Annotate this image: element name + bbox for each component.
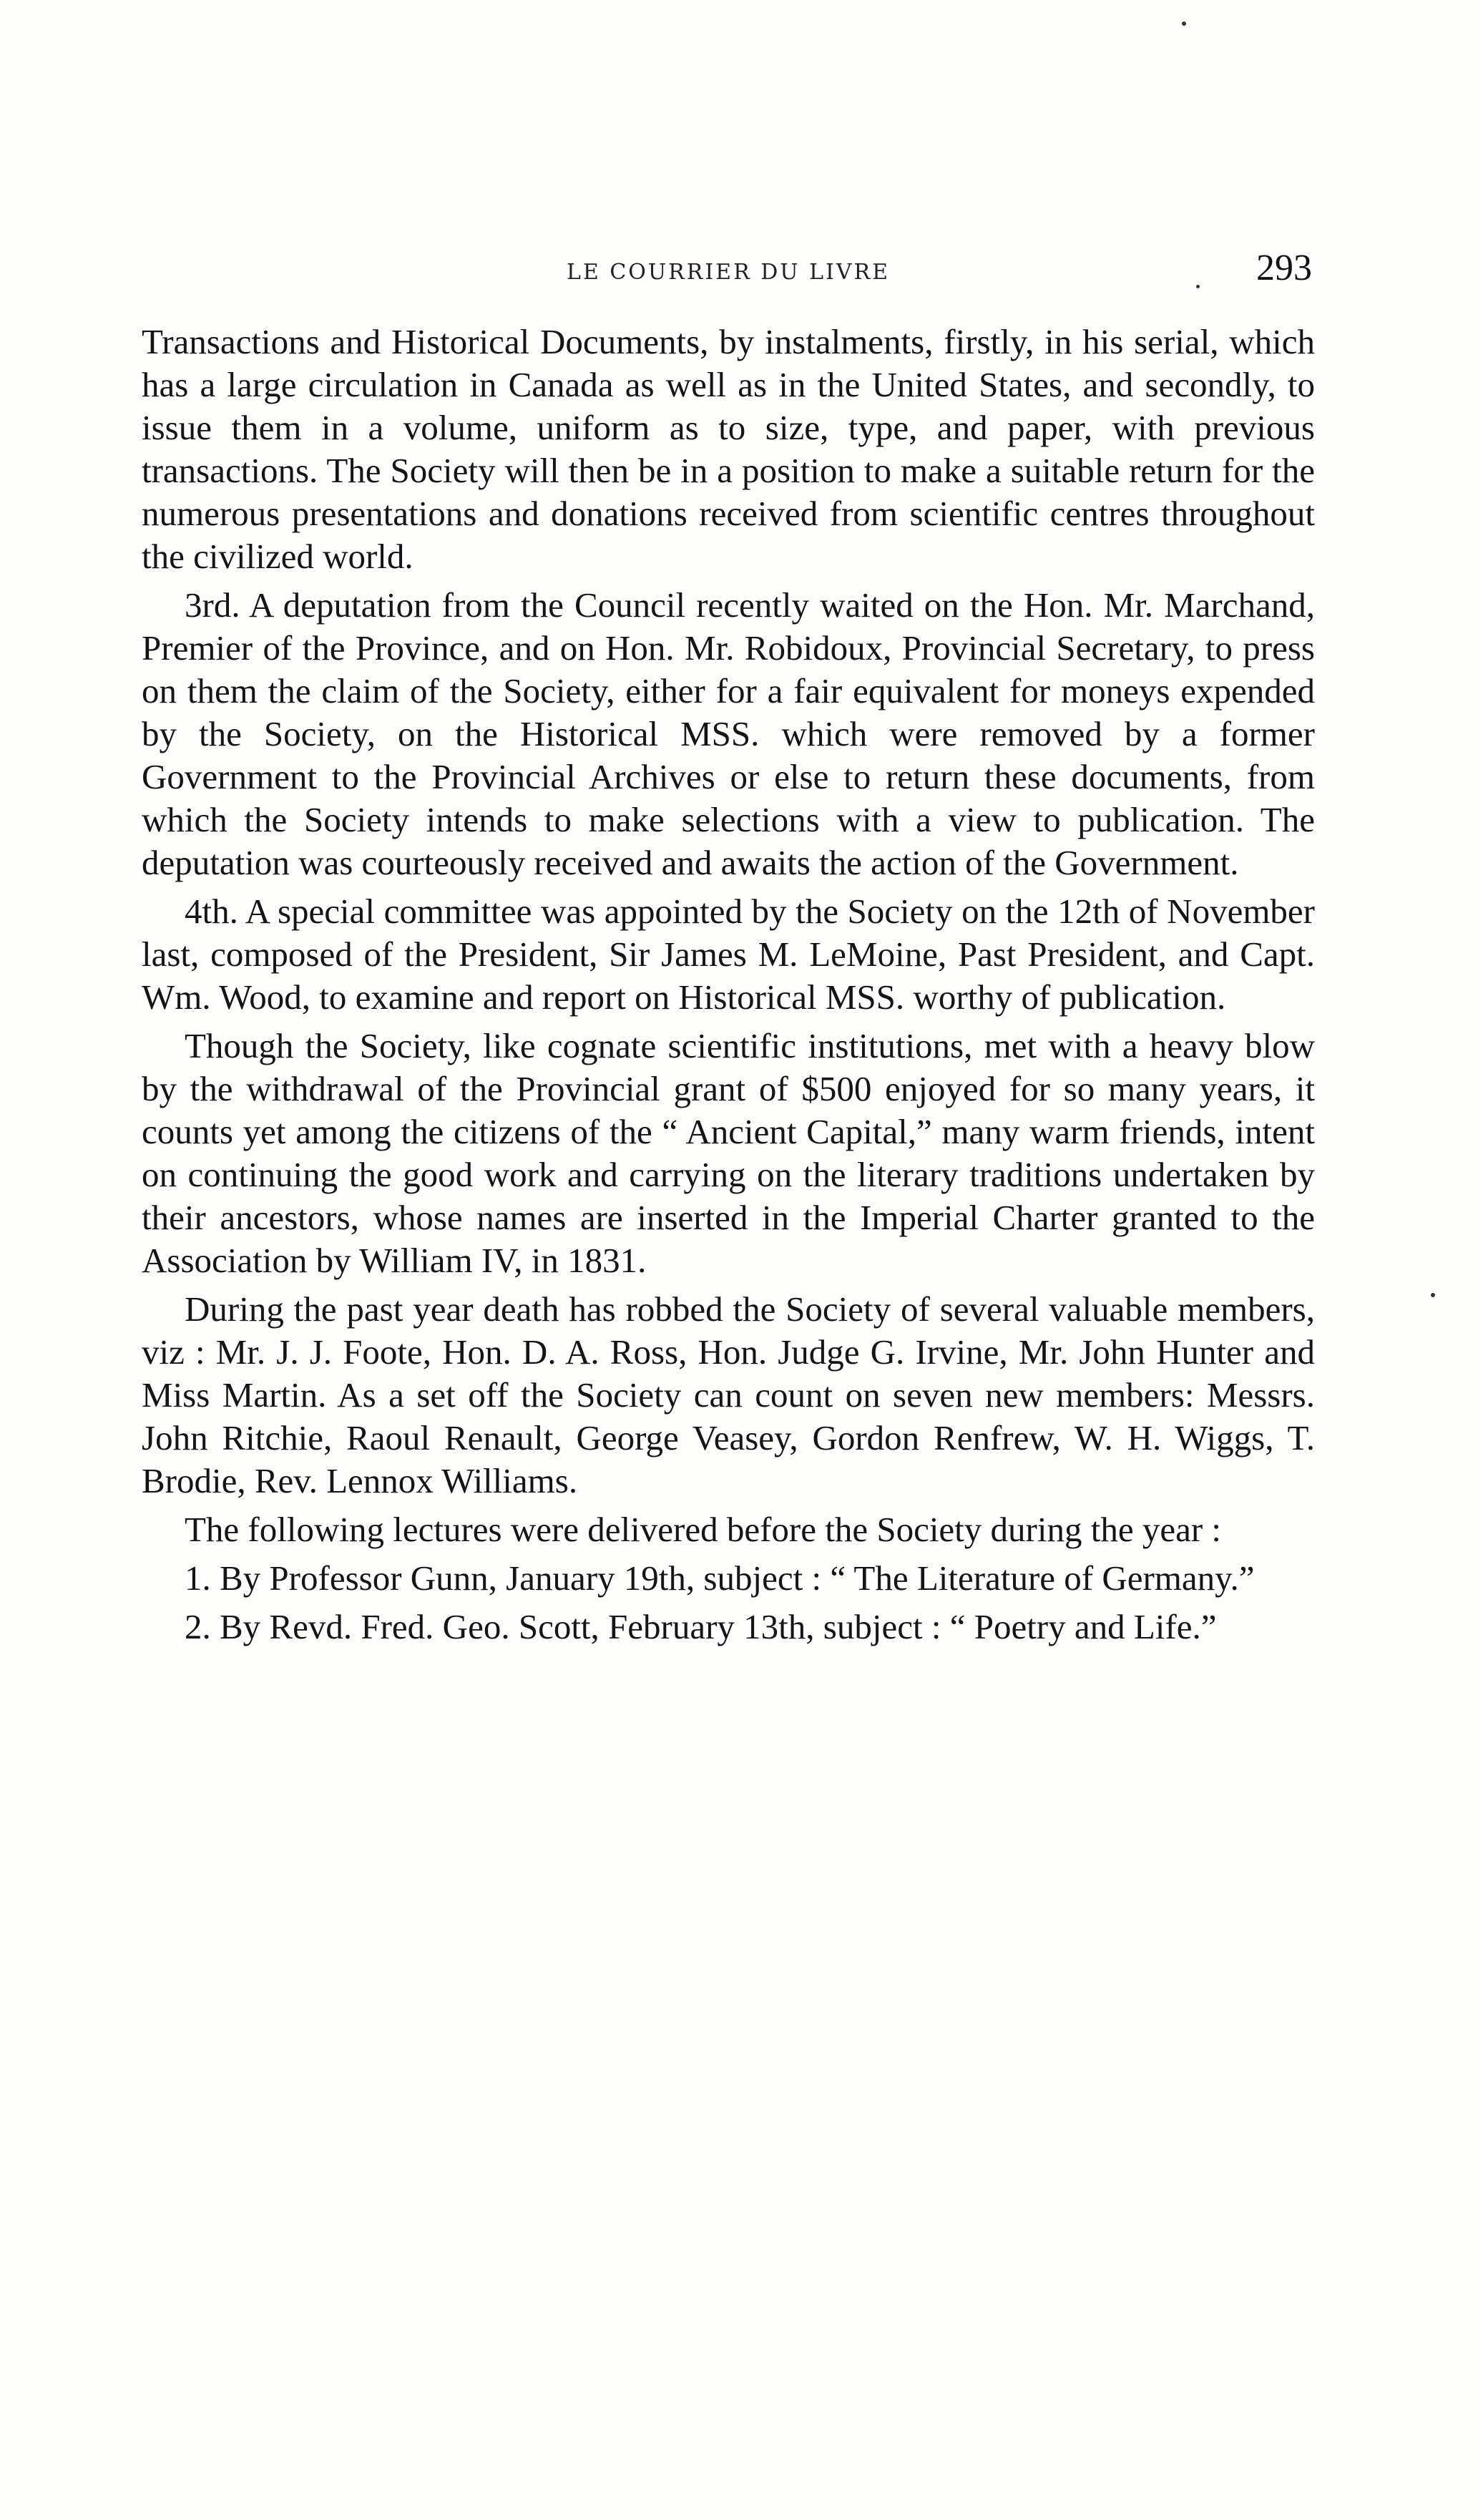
running-head (145, 247, 1312, 304)
running-title: LE COURRIER DU LIVRE (566, 260, 891, 285)
print-speck (1431, 1293, 1435, 1297)
paragraph: Though the Society, like cognate scientific institutions, met with a heavy blow by the withdrawal of the Provincial grant of $500 enjoyed for so many years, it counts yet among the citizens of the “ Ancient Capital,” many warm friends, intent on continuing the good work and carrying on the literary traditions undertaken by their ancestors, whose names are inserted in the Imperial Charter granted to the Association by William IV, in 1831. (142, 1026, 1315, 1280)
print-speck (1182, 21, 1186, 26)
paragraph: Transactions and Historical Documents, by instalments, firstly, in his serial, which has a large circulation in Canada as well as in the United States, and secondly, to issue them in a volume, uniform as to size, type, and paper, with previous transactions. The Society will then be in a position to make a suitable return for the numerous presentations and donations received from scientific centres throughout the civilized world. (142, 322, 1315, 576)
list-item: 1. By Professor Gunn, January 19th, subject : “ The Literature of Germany.” (185, 1558, 1255, 1598)
body-text (142, 321, 1315, 1654)
paragraph: The following lectures were delivered before the Society during the year : (185, 1510, 1222, 1549)
list-item: 2. By Revd. Fred. Geo. Scott, February 13th, subject : “ Poetry and Life.” (185, 1607, 1217, 1646)
paragraph: During the past year death has robbed the Society of several valuable members, viz : Mr. J. J. Foote, Hon. D. A. Ross, Hon. Judge G. Irvine, Mr. John Hunter and Miss Martin. As a set off the Society can count on seven new members: Messrs. John Ritchie, Raoul Renault, George Veasey, Gordon Renfrew, W. H. Wiggs, T. Brodie, Rev. Lennox Williams. (142, 1289, 1315, 1500)
paragraph: 3rd. A deputation from the Council recently waited on the Hon. Mr. Marchand, Premier of the Province, and on Hon. Mr. Robidoux, Provincial Secretary, to press on them the claim of the Society, either for a fair equivalent for moneys expended by the Society, on the Historical MSS. which were removed by a former Government to the Provincial Archives or else to return these documents, from which the Society intends to make selections with a view to publication. The deputation was courteously received and awaits the action of the Government. (142, 585, 1315, 882)
paragraph: 4th. A special committee was appointed by the Society on the 12th of November last, composed of the President, Sir James M. LeMoine, Past President, and Capt. Wm. Wood, to examine and report on Historical MSS. worthy of publication. (142, 892, 1315, 1017)
page-number: 293 (1256, 248, 1312, 288)
